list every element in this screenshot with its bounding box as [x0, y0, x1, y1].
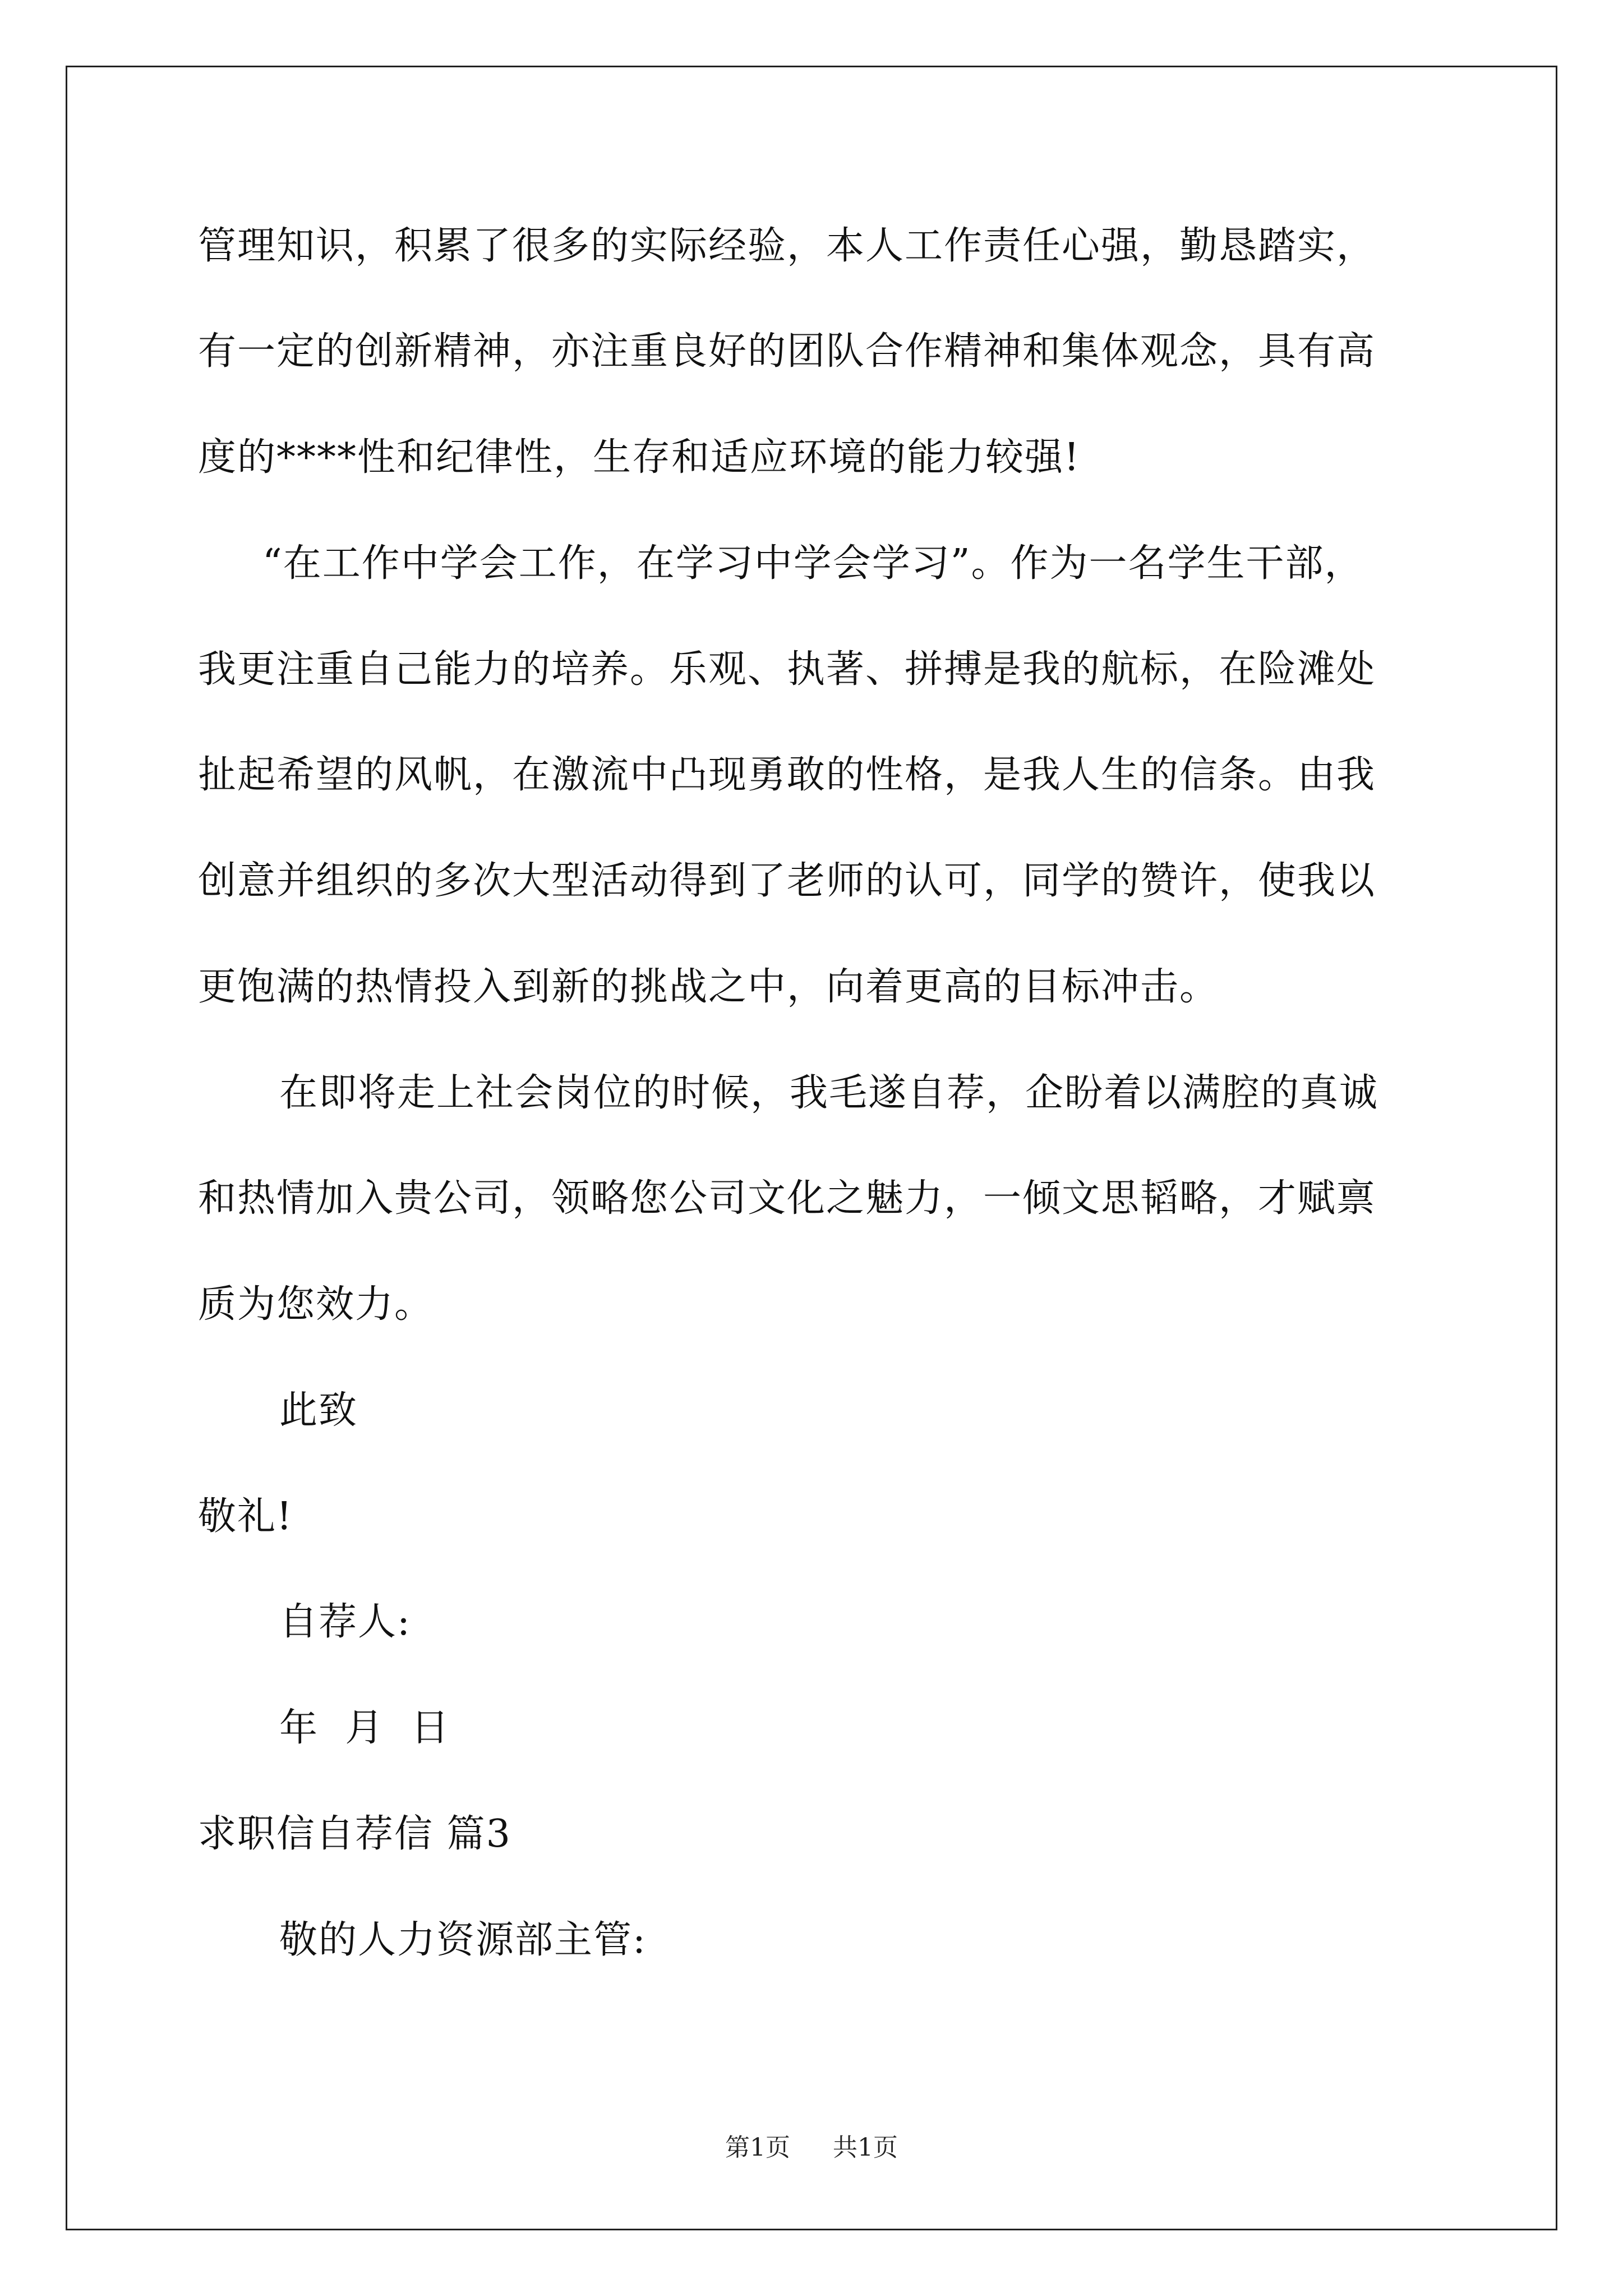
body-line-8: 更饱满的热情投入到新的挑战之中，向着更高的目标冲击。 [198, 965, 1219, 1009]
date-line: 年 月 日 [279, 1706, 450, 1750]
page-border [66, 66, 1557, 2230]
body-line-3: 度的****性和纪律性，生存和适应环境的能力较强! [198, 435, 1081, 480]
page-total: 共1页 [833, 2133, 898, 2162]
page-number: 第1页 [725, 2133, 790, 2162]
body-line-6: 扯起希望的风帆，在激流中凸现勇敢的性格，是我人生的信条。由我 [198, 753, 1376, 797]
body-line-10: 和热情加入贵公司，领略您公司文化之魅力，一倾文思韬略，才赋禀 [198, 1176, 1376, 1221]
body-line-2: 有一定的创新精神，亦注重良好的团队合作精神和集体观念，具有高 [198, 329, 1376, 374]
body-line-4: “在工作中学会工作，在学习中学会学习”。作为一名学生干部， [262, 541, 1364, 586]
page-footer [0, 2127, 1623, 2163]
section-heading: 求职信自荐信 篇3 [198, 1812, 511, 1856]
closing-salutation: 此致 [279, 1388, 358, 1433]
body-line-7: 创意并组织的多次大型活动得到了老师的认可，同学的赞许，使我以 [198, 859, 1376, 903]
closing-regards: 敬礼! [198, 1494, 293, 1539]
body-line-5: 我更注重自己能力的培养。乐观、执著、拼搏是我的航标，在险滩处 [198, 647, 1376, 692]
body-line-11: 质为您效力。 [198, 1282, 434, 1327]
signature-label: 自荐人: [279, 1600, 411, 1644]
body-line-1: 管理知识，积累了很多的实际经验，本人工作责任心强，勤恳踏实， [198, 224, 1376, 268]
body-line-9: 在即将走上社会岗位的时候，我毛遂自荐，企盼着以满腔的真诚 [279, 1071, 1379, 1115]
greeting-line: 敬的人力资源部主管: [279, 1918, 647, 1962]
